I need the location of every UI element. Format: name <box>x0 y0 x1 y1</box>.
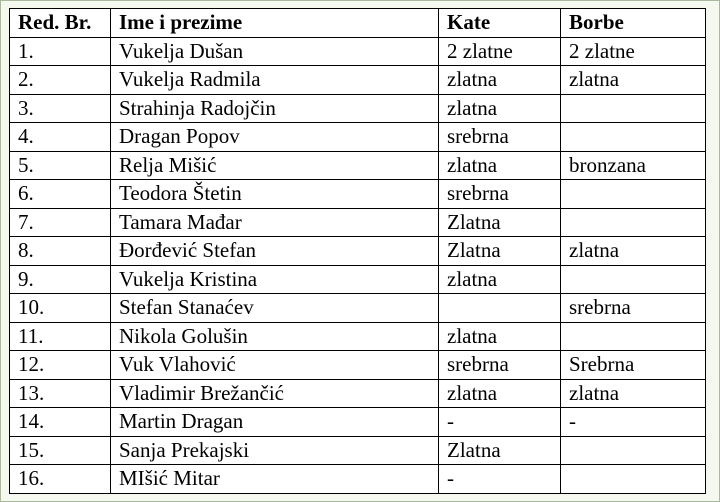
table-row <box>10 208 706 237</box>
table-row <box>10 294 706 323</box>
cell-name: Stefan Stanaćev <box>111 294 439 323</box>
header-name: Ime i prezime <box>111 9 439 38</box>
cell-kate: zlatna <box>439 66 561 95</box>
cell-number: 2. <box>10 66 111 95</box>
cell-kate: Zlatna <box>439 237 561 266</box>
cell-number: 5. <box>10 151 111 180</box>
cell-number: 4. <box>10 123 111 152</box>
cell-name: Vladimir Brežančić <box>111 379 439 408</box>
results-table <box>9 8 706 494</box>
table-row <box>10 151 706 180</box>
cell-number: 6. <box>10 180 111 209</box>
cell-name: Nikola Golušin <box>111 322 439 351</box>
header-number: Red. Br. <box>10 9 111 38</box>
table-row <box>10 66 706 95</box>
cell-kate: - <box>439 408 561 437</box>
cell-borbe: 2 zlatne <box>561 37 706 66</box>
cell-name: Vukelja Dušan <box>111 37 439 66</box>
cell-number: 10. <box>10 294 111 323</box>
table-row <box>10 322 706 351</box>
table-row <box>10 265 706 294</box>
table-row <box>10 94 706 123</box>
cell-borbe: bronzana <box>561 151 706 180</box>
cell-name: MIšić Mitar <box>111 465 439 494</box>
table-row <box>10 37 706 66</box>
header-kate: Kate <box>439 9 561 38</box>
table-row <box>10 379 706 408</box>
cell-borbe: zlatna <box>561 66 706 95</box>
cell-name: Tamara Mađar <box>111 208 439 237</box>
cell-borbe <box>561 123 706 152</box>
cell-number: 11. <box>10 322 111 351</box>
cell-number: 16. <box>10 465 111 494</box>
cell-borbe: zlatna <box>561 237 706 266</box>
cell-name: Strahinja Radojčin <box>111 94 439 123</box>
cell-name: Sanja Prekajski <box>111 436 439 465</box>
cell-name: Dragan Popov <box>111 123 439 152</box>
cell-name: Vukelja Radmila <box>111 66 439 95</box>
cell-number: 14. <box>10 408 111 437</box>
cell-borbe <box>561 465 706 494</box>
cell-borbe <box>561 265 706 294</box>
cell-borbe: zlatna <box>561 379 706 408</box>
cell-name: Relja Mišić <box>111 151 439 180</box>
table-body <box>10 37 706 493</box>
table-row <box>10 351 706 380</box>
table-row <box>10 408 706 437</box>
cell-name: Teodora Štetin <box>111 180 439 209</box>
cell-borbe <box>561 208 706 237</box>
cell-borbe: srebrna <box>561 294 706 323</box>
cell-number: 8. <box>10 237 111 266</box>
cell-kate: Zlatna <box>439 208 561 237</box>
cell-name: Vuk Vlahović <box>111 351 439 380</box>
table-row <box>10 180 706 209</box>
cell-borbe: Srebrna <box>561 351 706 380</box>
cell-number: 3. <box>10 94 111 123</box>
cell-kate: - <box>439 465 561 494</box>
cell-number: 15. <box>10 436 111 465</box>
table-row <box>10 436 706 465</box>
table-row <box>10 237 706 266</box>
cell-kate: zlatna <box>439 94 561 123</box>
cell-name: Đorđević Stefan <box>111 237 439 266</box>
table-row <box>10 123 706 152</box>
cell-kate: zlatna <box>439 265 561 294</box>
cell-kate: zlatna <box>439 379 561 408</box>
cell-borbe <box>561 322 706 351</box>
cell-borbe <box>561 180 706 209</box>
cell-number: 12. <box>10 351 111 380</box>
header-row <box>10 9 706 38</box>
cell-borbe <box>561 94 706 123</box>
cell-number: 13. <box>10 379 111 408</box>
cell-kate <box>439 294 561 323</box>
cell-borbe <box>561 436 706 465</box>
cell-kate: Zlatna <box>439 436 561 465</box>
cell-number: 1. <box>10 37 111 66</box>
cell-name: Vukelja Kristina <box>111 265 439 294</box>
cell-kate: zlatna <box>439 151 561 180</box>
cell-kate: srebrna <box>439 351 561 380</box>
cell-number: 9. <box>10 265 111 294</box>
cell-kate: 2 zlatne <box>439 37 561 66</box>
cell-kate: zlatna <box>439 322 561 351</box>
table-row <box>10 465 706 494</box>
cell-kate: srebrna <box>439 180 561 209</box>
cell-number: 7. <box>10 208 111 237</box>
cell-name: Martin Dragan <box>111 408 439 437</box>
cell-kate: srebrna <box>439 123 561 152</box>
cell-borbe: - <box>561 408 706 437</box>
header-borbe: Borbe <box>561 9 706 38</box>
